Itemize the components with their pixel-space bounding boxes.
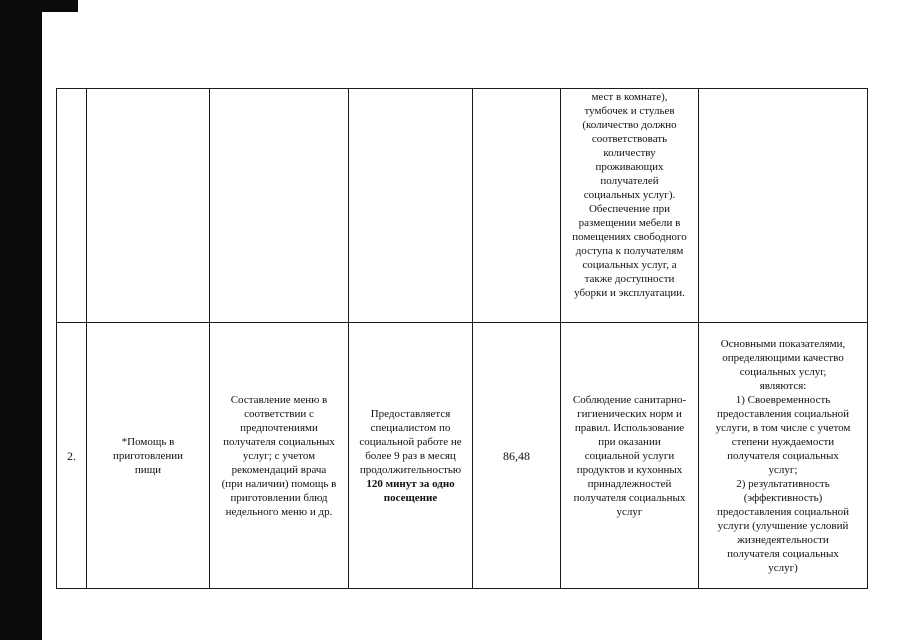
number-cell — [57, 323, 87, 589]
text-line: доступа к получателям — [575, 245, 684, 257]
text-line: степени нуждаемости — [731, 435, 835, 448]
text-line: получателя социальных — [573, 491, 686, 504]
text-line: Предоставляется — [370, 407, 451, 420]
text-line: рекомендаций врача — [231, 463, 327, 476]
text-line: уборки и эксплуатации. — [574, 287, 685, 299]
text-line: соответствовать — [591, 133, 668, 145]
text-line: получателей — [600, 175, 659, 187]
text-line: 1) Своевременность — [735, 393, 831, 406]
text-line: услуг) — [768, 561, 798, 574]
text-line: размещении мебели в — [578, 217, 681, 229]
conditions-cell — [561, 89, 699, 323]
text-line-bold: 120 минут за одно — [366, 477, 455, 490]
text-line: продуктов и кухонных — [576, 463, 683, 476]
text-line: также доступности — [584, 273, 675, 285]
text-line: услуг; — [768, 463, 798, 476]
service-name-cell — [87, 323, 210, 589]
services-table — [56, 88, 868, 589]
text-line: социальной работе не — [359, 435, 462, 448]
table-row-2 — [57, 323, 868, 589]
text-line: правил. Использование — [574, 421, 685, 434]
text-line: приготовлении блюд — [230, 491, 328, 504]
tariff-cell — [473, 323, 561, 589]
text-line: Обеспечение при — [588, 203, 671, 215]
text-line: услуг; с учетом — [242, 449, 316, 462]
scan-dark-corner — [42, 0, 78, 12]
service-name-cell — [87, 89, 210, 323]
text-line: более 9 раз в месяц — [365, 449, 456, 462]
text-line: *Помощь в — [121, 435, 175, 448]
text-line: продолжительностью — [359, 463, 462, 476]
conditions-cell — [561, 323, 699, 589]
text-line: Основными показателями, — [720, 337, 846, 350]
text-line: социальных услуг, а — [582, 259, 677, 271]
text-line: помещениях свободного — [572, 231, 687, 243]
text-line: Составление меню в — [230, 393, 328, 406]
text-line: соответствии с — [244, 407, 314, 420]
content-cell — [210, 89, 349, 323]
text-line: Соблюдение санитарно- — [572, 393, 687, 406]
text-line-bold: посещение — [383, 491, 438, 504]
text-line: принадлежностей — [587, 477, 672, 490]
text-line: тумбочек и стульев — [584, 105, 675, 117]
text-line: предоставления социальной — [716, 407, 850, 420]
text-line: социальной услуги — [584, 449, 675, 462]
text-line: являются: — [759, 379, 807, 392]
tariff-cell — [473, 89, 561, 323]
tariff-value: 86,48 — [503, 448, 530, 463]
text-line: услуги, в том числе с учетом — [715, 421, 851, 434]
text-line: приготовлении — [112, 449, 184, 462]
scan-dark-edge — [0, 0, 42, 640]
text-line: получателя социальных — [727, 547, 839, 560]
text-line: жизнедеятельности — [737, 533, 829, 546]
row-number: 2. — [67, 448, 76, 463]
quality-cell — [699, 89, 868, 323]
table-row-continued — [57, 89, 868, 323]
text-line: социальных услуг, — [739, 365, 827, 378]
text-line: предпочтениями — [240, 421, 318, 434]
text-line: 2) результативность — [736, 477, 830, 490]
content-cell — [210, 323, 349, 589]
text-line: (эффективность) — [743, 491, 823, 504]
text-line: пищи — [134, 463, 162, 476]
text-line: получателя социальных — [223, 435, 335, 448]
text-line: мест в комнате), — [591, 91, 668, 103]
text-line: (количество должно — [582, 119, 677, 131]
frequency-cell — [349, 89, 473, 323]
text-line: количеству — [603, 147, 656, 159]
frequency-cell — [349, 323, 473, 589]
text-line: услуги (улучшение условий — [717, 519, 849, 532]
text-line: социальных услуг). — [583, 189, 676, 201]
text-line: гигиенических норм и — [577, 407, 682, 420]
text-line: определяющими качество — [722, 351, 844, 364]
text-line: специалистом по — [370, 421, 451, 434]
quality-cell — [699, 323, 868, 589]
text-line: при оказании — [598, 435, 661, 448]
text-line: недельного меню и др. — [225, 505, 333, 518]
text-line: предоставления социальной — [716, 505, 850, 518]
text-line: услуг — [616, 505, 643, 518]
text-line: проживающих — [595, 161, 664, 173]
text-line: (при наличии) помощь в — [221, 477, 337, 490]
text-line: получателя социальных — [727, 449, 839, 462]
number-cell — [57, 89, 87, 323]
